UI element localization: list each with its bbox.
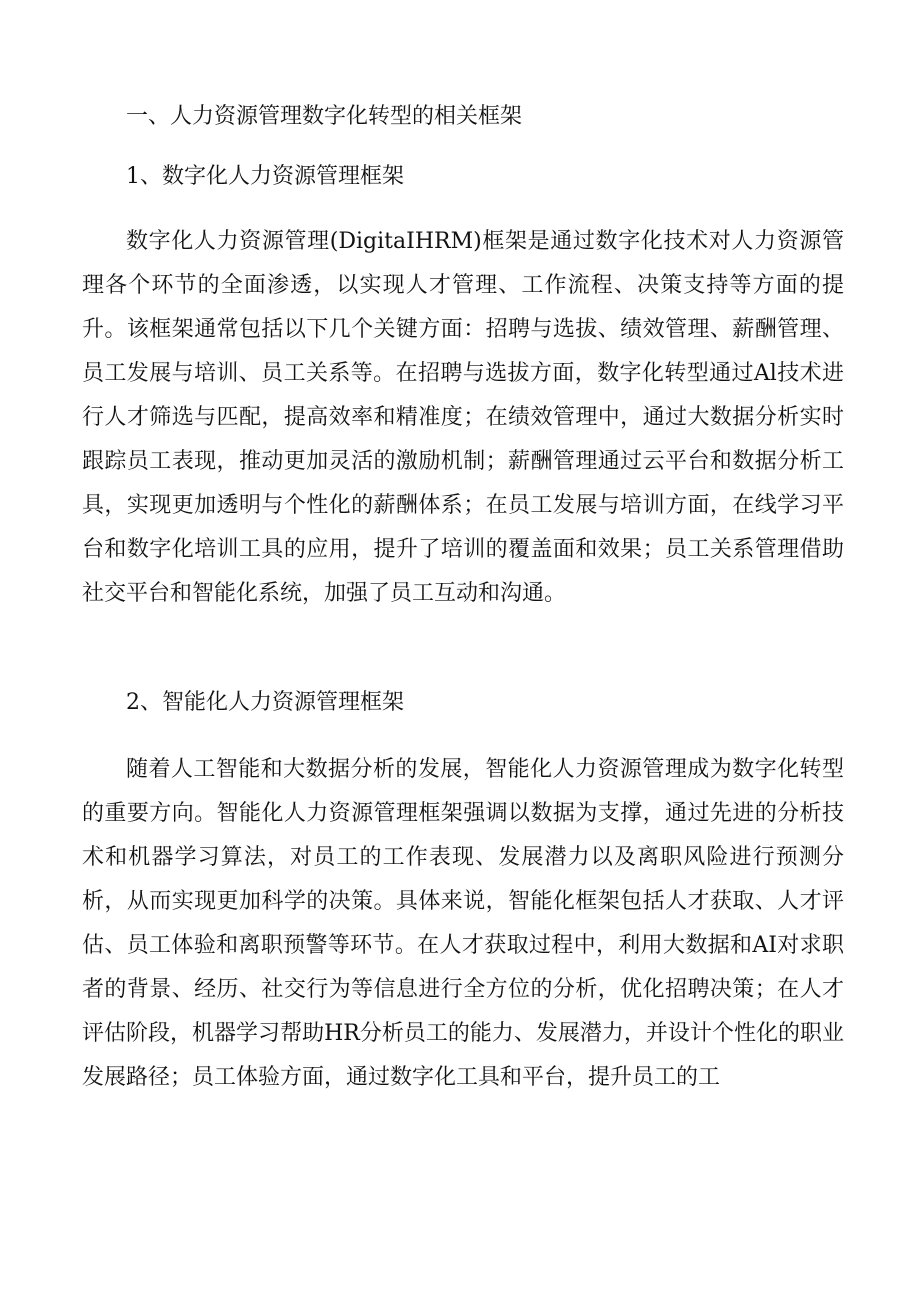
paragraph-digital-hrm: 数字化人力资源管理(DigitaIHRM)框架是通过数字化技术对人力资源管理各个环节的全面渗透，以实现人才管理、工作流程、决策支持等方面的提升。该框架通常包括以下几个关键方面：招聘与选拔、绩效管理、薪酬管理、员工发展与培训、员工关系等。在招聘与选拔方面，数字化转型通过Al技术进行人才筛选与匹配，提高效率和精准度；在绩效管理中，通过大数据分析实时跟踪员工表现，推动更加灵活的激励机制；薪酬管理通过云平台和数据分析工具，实现更加透明与个性化的薪酬体系；在员工发展与培训方面，在线学习平台和数字化培训工具的应用，提升了培训的覆盖面和效果；员工关系管理借助社交平台和智能化系统，加强了员工互动和沟通。 bbox=[82, 229, 844, 606]
subsection-title-intelligent-hrm: 2、智能化人力资源管理框架 bbox=[126, 690, 404, 715]
section-title: 一、人力资源管理数字化转型的相关框架 bbox=[126, 104, 523, 129]
paragraph-intelligent-hrm: 随着人工智能和大数据分析的发展，智能化人力资源管理成为数字化转型的重要方向。智能化人力资源管理框架强调以数据为支撑，通过先进的分析技术和机器学习算法，对员工的工作表现、发展潜力以及离职风险进行预测分析，从而实现更加科学的决策。具体来说，智能化框架包括人才获取、人才评估、员工体验和离职预警等环节。在人才获取过程中，利用大数据和AI对求职者的背景、经历、社交行为等信息进行全方位的分析，优化招聘决策；在人才评估阶段，机器学习帮助HR分析员工的能力、发展潜力，并设计个性化的职业发展路径；员工体验方面，通过数字化工具和平台，提升员工的工 bbox=[82, 757, 844, 1090]
subsection-title-digital-hrm: 1、数字化人力资源管理框架 bbox=[126, 164, 404, 189]
